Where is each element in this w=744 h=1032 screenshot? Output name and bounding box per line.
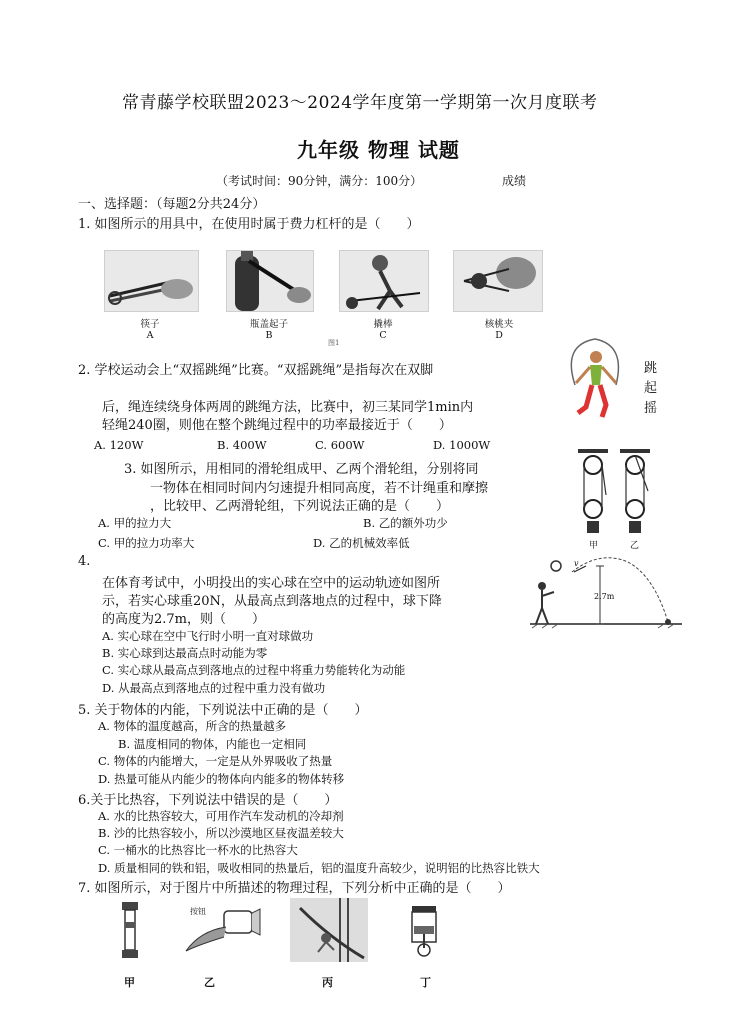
q7-figure-ding [404,904,444,958]
q3-option-a: A. 甲的拉力大 [98,516,172,530]
q5-option-d: D. 热量可能从内能少的物体向内能多的物体转移 [98,772,345,786]
q7-figure-bing [290,898,368,962]
q4-line2: 示，若实心球重20N，从最高点到落地点的过程中，球下降 [102,594,442,609]
exam-subtitle: 九年级 物理 试题 [297,138,460,162]
section-title: 一、选择题：（每题2分共24分） [78,197,266,212]
q3-option-d: D. 乙的机械效率低 [313,536,410,550]
q3-option-b: B. 乙的额外功少 [363,516,448,530]
q5-option-a: A. 物体的温度越高，所含的热量越多 [98,719,287,733]
q2-line2: 后，绳连续绕身体两周的跳绳方法，比赛中，初三某同学1min内 [102,400,474,415]
q2-side-2: 起 [644,381,658,396]
q2-line1: 2. 学校运动会上“双摇跳绳”比赛。“双摇跳绳”是指每次在双脚 [78,363,434,378]
q1-letter-c: C [379,330,387,341]
q4-option-a: A. 实心球在空中飞行时小明一直对球做功 [102,629,314,643]
q1-caption-d: 核桃夹 [484,319,514,330]
q5-stem: 5. 关于物体的内能，下列说法中正确的是（ ） [78,703,368,718]
q3-line2: 一物体在相同时间内匀速提升相同高度，若不计绳重和摩擦 [150,481,489,496]
q3-line3: ，比较甲、乙两滑轮组，下列说法正确的是（ ） [150,499,450,514]
q6-option-d: D. 质量相同的铁和铝，吸收相同的热量后，铝的温度升高较少，说明铝的比热容比铁大 [98,861,540,875]
q2-option-c: C. 600W [315,438,365,452]
q1-letter-a: A [146,330,154,341]
q2-option-b: B. 400W [217,438,267,452]
q2-line3: 轻绳240圈，则他在整个跳绳过程中的功率最接近于（ ） [102,418,452,433]
q7-stem: 7. 如图所示，对于图片中所描述的物理过程，下列分析中正确的是（ ） [78,881,511,896]
q4-option-c: C. 实心球从最高点到落地点的过程中将重力势能转化为动能 [102,663,406,677]
q1-letter-b: B [265,330,273,341]
q6-stem: 6.关于比热容，下列说法中错误的是（ ） [78,793,338,808]
score-label: 成绩 [502,174,527,188]
q3-option-c: C. 甲的拉力功率大 [98,536,195,550]
pulley-diagram [574,447,654,547]
q2-option-d: D. 1000W [433,438,491,452]
q1-caption-a: 筷子 [140,319,160,330]
q1-fig-note: 图1 [328,339,340,347]
q1-letter-d: D [495,330,503,341]
pulley-label-jia: 甲 [589,541,599,551]
q2-side-1: 跳 [644,361,658,376]
q1-caption-b: 瓶盖起子 [249,319,288,330]
q7-button-label: 按钮 [190,907,206,916]
nutcracker-image [453,250,543,312]
q2-side-3: 摇 [644,401,658,416]
q7-label-jia: 甲 [124,976,135,989]
chopsticks-image [104,250,199,312]
q5-option-b: B. 温度相同的物体，内能也一定相同 [118,737,307,751]
bottle-opener-image [226,250,314,312]
q1-caption-c: 撬棒 [373,319,393,330]
exam-title: 常青藤学校联盟2023～2024学年度第一学期第一次月度联考 [122,93,598,113]
q6-option-c: C. 一桶水的比热容比一杯水的比热容大 [98,843,298,857]
pulley-label-yi: 乙 [630,541,640,551]
q4-option-b: B. 实心球到达最高点时动能为零 [102,646,268,660]
shot-put-height-label: 2.7m [594,592,615,601]
q3-line1: 3. 如图所示，用相同的滑轮组成甲、乙两个滑轮组，分别将同 [124,462,479,477]
q6-option-a: A. 水的比热容较大，可用作汽车发动机的冷却剂 [98,809,344,823]
q2-option-a: A. 120W [94,438,144,452]
q1-stem: 1. 如图所示的用具中，在使用时属于费力杠杆的是（ ） [78,217,420,232]
q5-option-c: C. 物体的内能增大，一定是从外界吸收了热量 [98,754,333,768]
q4-line1: 在体育考试中，小明投出的实心球在空中的运动轨迹如图所 [102,576,441,591]
jump-rope-image [560,335,630,427]
q4-line3: 的高度为2.7m，则（ ） [102,612,266,627]
q7-figure-jia [118,900,142,962]
q4-number: 4. [78,554,91,569]
q7-label-ding: 丁 [420,976,431,989]
exam-info: （考试时间：90分钟，满分：100分） [216,174,423,188]
crowbar-image [339,250,429,312]
shot-put-velocity-label: v [574,559,579,568]
q7-label-yi: 乙 [204,976,215,989]
q4-option-d: D. 从最高点到落地点的过程中重力没有做功 [102,681,326,695]
q6-option-b: B. 沙的比热容较小，所以沙漠地区昼夜温差较大 [98,826,344,840]
q7-label-bing: 丙 [322,976,333,989]
